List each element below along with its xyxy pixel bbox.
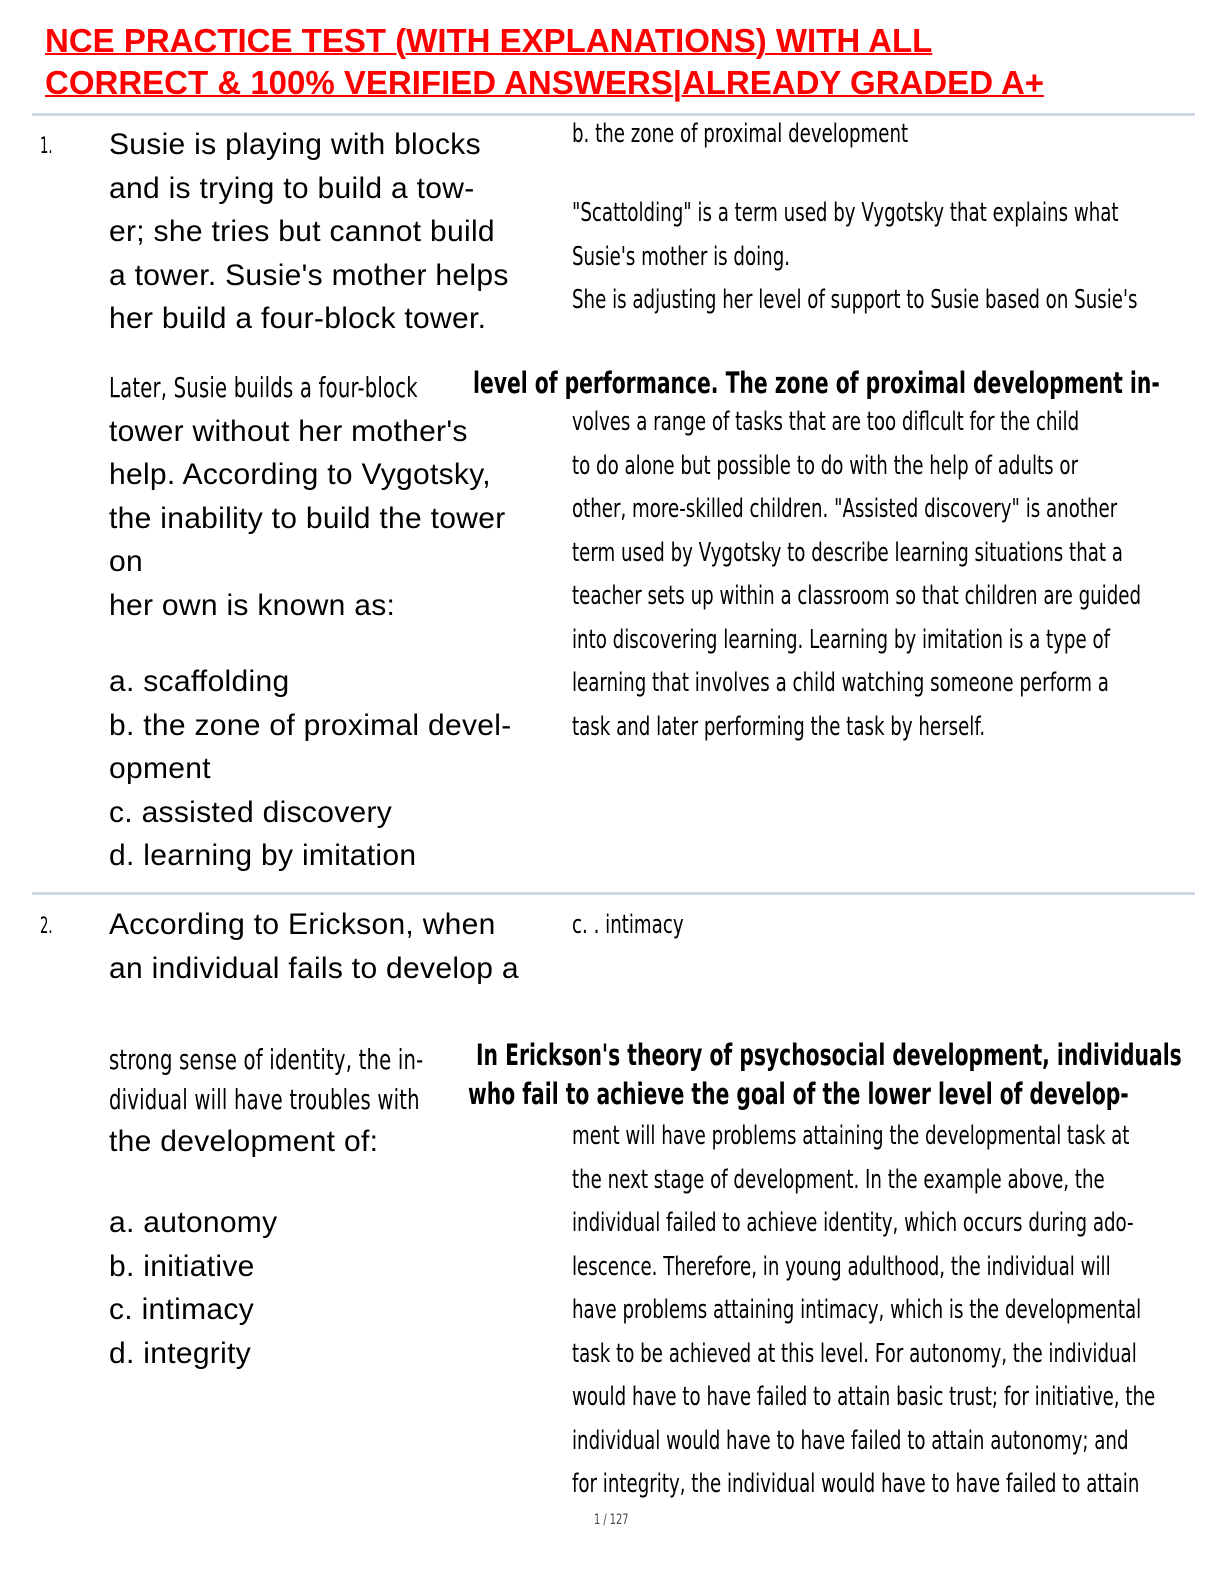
correct-answer: c. . intimacy xyxy=(572,910,684,940)
explanation-line: task to be achieved at this level. For autonomy, the individual xyxy=(572,1338,1137,1369)
explanation-emphasis xyxy=(473,362,1160,406)
stem-line: the inability to build the tower xyxy=(109,501,506,535)
stem-line: strong sense of identity, the in- xyxy=(109,1043,424,1076)
stem-line: and is trying to build a tow- xyxy=(109,171,475,205)
explanation-line: to do alone but possible to do with the help of adults or xyxy=(572,450,1079,481)
explanation-line: She is adjusting her level of support to Susie based on Susie's xyxy=(572,285,1138,315)
stem-line: er; she tries but cannot build xyxy=(109,215,495,248)
stem-line: the development of: xyxy=(109,1125,379,1158)
correct-answer: b. the zone of proximal development xyxy=(572,119,909,149)
page-indicator: 1 / 127 xyxy=(594,1512,629,1528)
option-c: c. intimacy xyxy=(109,1293,254,1326)
stem-line: help. According to Vygotsky, xyxy=(109,458,491,491)
stem-line: Later, Susie builds a four-block xyxy=(109,371,418,404)
option-c: c. assisted discovery xyxy=(109,795,393,829)
option-a: a. autonomy xyxy=(109,1206,278,1239)
explanation-line: would have to have failed to attain basic trust; for initiative, the xyxy=(572,1382,1156,1412)
divider xyxy=(32,113,1195,116)
stem-line: a tower. Susie's mother helps xyxy=(109,258,509,292)
explanation-line: level of performance. The zone of proximal development in- xyxy=(473,366,1160,400)
explanation-line: "Scattolding" is a term used by Vygotsky that explains what xyxy=(572,198,1119,228)
explanation-line: individual failed to achieve identity, which occurs during ado- xyxy=(572,1208,1134,1238)
option-a: a. scaffolding xyxy=(109,665,290,698)
title-line-1: NCE PRACTICE TEST (WITH EXPLANATIONS) WITH ALL xyxy=(45,22,933,59)
stem-line: tower without her mother's xyxy=(109,414,468,448)
explanation-emphasis xyxy=(468,1075,1129,1114)
explanation-line: have problems attaining intimacy, which is the developmental xyxy=(572,1295,1142,1325)
stem-line: dividual will have troubles with xyxy=(109,1083,420,1116)
explanation-line: Susie's mother is doing. xyxy=(572,241,791,272)
stem-line: an individual fails to develop a xyxy=(109,951,519,985)
explanation xyxy=(572,192,1174,323)
explanation-line: term used by Vygotsky to describe learning situations that a xyxy=(572,537,1123,568)
explanation-line: the next stage of development. In the example above, the xyxy=(572,1164,1105,1195)
explanation-line: for integrity, the individual would have to have failed to attain xyxy=(572,1469,1140,1499)
explanation-line: ment will have problems attaining the developmental task at xyxy=(572,1121,1130,1151)
document-title xyxy=(45,20,1185,104)
explanation-line: lescence. Therefore, in young adulthood, the individual will xyxy=(572,1251,1111,1282)
explanation-line: volves a range of tasks that are too diflcult for the child xyxy=(572,407,1080,437)
explanation-line: In Erickson's theory of psychosocial development, individuals xyxy=(476,1038,1182,1072)
explanation-emphasis xyxy=(476,1036,1182,1075)
stem-line: on xyxy=(109,545,143,578)
explanation-line: other, more-skilled children. "Assisted discovery" is another xyxy=(572,494,1118,524)
question-stem xyxy=(109,903,559,990)
option-b-continued: opment xyxy=(109,752,211,785)
option-d: d. learning by imitation xyxy=(109,839,417,872)
explanation-line: who fail to achieve the goal of the lower level of develop- xyxy=(468,1077,1129,1111)
stem-line: According to Erickson, when xyxy=(109,908,496,941)
answer-options xyxy=(109,1201,559,1375)
divider xyxy=(32,892,1195,895)
explanation-continued xyxy=(572,1115,1174,1507)
question-number: 2. xyxy=(40,914,53,939)
question-stem xyxy=(109,123,559,341)
question-number: 1. xyxy=(40,134,53,159)
explanation-line: task and later performing the task by herself. xyxy=(572,711,986,742)
stem-line: her build a four-block tower. xyxy=(109,302,487,335)
explanation-line: into discovering learning. Learning by imitation is a type of xyxy=(572,624,1111,655)
option-d: d. integrity xyxy=(109,1336,251,1370)
option-b: b. the zone of proximal devel- xyxy=(109,708,512,742)
explanation-continued xyxy=(572,401,1174,749)
option-b: b. initiative xyxy=(109,1249,255,1283)
explanation-line: teacher sets up within a classroom so that children are guided xyxy=(572,581,1142,611)
stem-line: Susie is playing with blocks xyxy=(109,128,481,161)
title-line-2: CORRECT & 100% VERIFIED ANSWERS|ALREADY GRADED A+ xyxy=(45,64,1045,101)
explanation-line: individual would have to have failed to attain autonomy; and xyxy=(572,1425,1129,1456)
answer-options xyxy=(109,660,559,878)
explanation-line: learning that involves a child watching someone perform a xyxy=(572,668,1109,698)
stem-line: her own is known as: xyxy=(109,588,396,622)
